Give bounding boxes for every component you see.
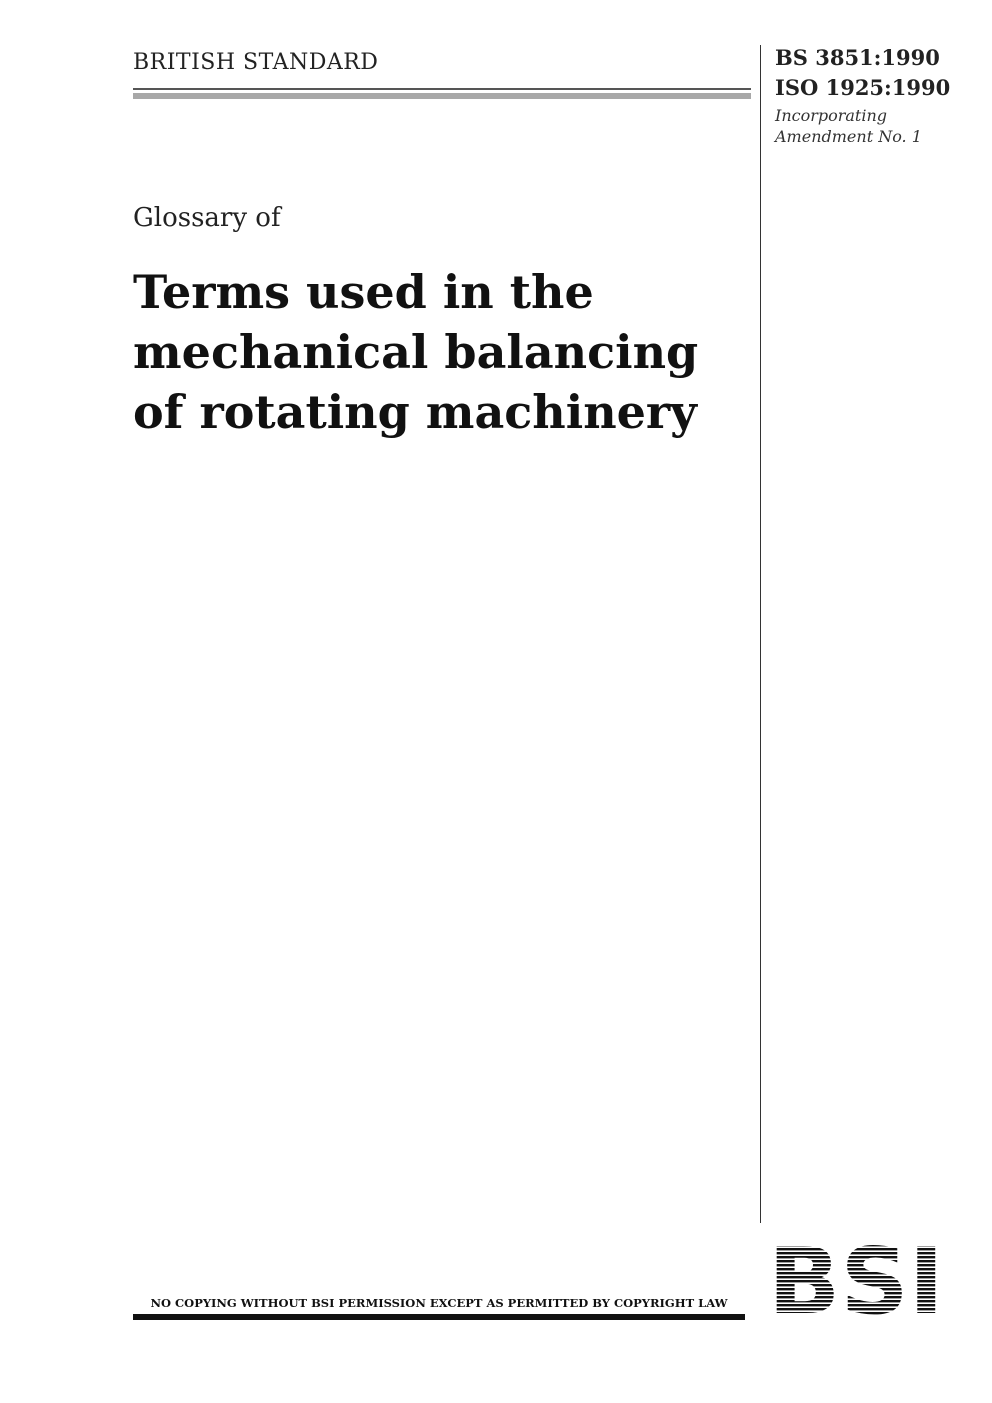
title-line-1: Terms used in the: [133, 265, 594, 319]
vertical-divider: [760, 45, 761, 1223]
title-line-3: of rotating machinery: [133, 385, 697, 439]
amendment-note: [775, 105, 922, 147]
footer-rule: [133, 1314, 745, 1320]
bsi-logo-icon: [768, 1240, 944, 1318]
incorporating-line: Incorporating: [775, 106, 888, 125]
amendment-line: Amendment No. 1: [775, 127, 922, 146]
document-subtitle: Glossary of: [133, 203, 281, 233]
iso-standard-number: ISO 1925:1990: [775, 75, 951, 100]
header-rule-grey: [133, 93, 751, 99]
copyright-notice: NO COPYING WITHOUT BSI PERMISSION EXCEPT AS PERMITTED BY COPYRIGHT LAW: [150, 1296, 728, 1310]
series-label: BRITISH STANDARD: [133, 50, 379, 75]
bs-standard-number: BS 3851:1990: [775, 45, 940, 70]
document-title: [133, 262, 753, 442]
header-rule-thin: [133, 88, 751, 90]
title-line-2: mechanical balancing: [133, 325, 699, 379]
